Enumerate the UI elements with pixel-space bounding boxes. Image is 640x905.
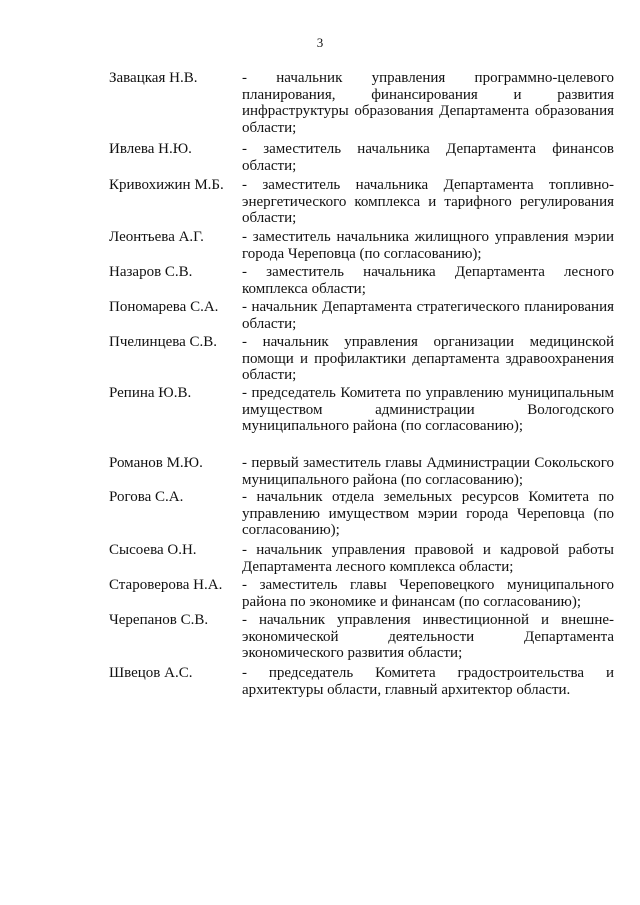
member-role: - заместитель начальника Департамента финансов области;	[242, 141, 614, 174]
member-name: Черепанов С.В.	[109, 612, 209, 628]
member-role: - заместитель главы Череповецкого муниципального района по экономике и финансам (по согласованию);	[242, 577, 614, 610]
member-name: Завацкая Н.В.	[109, 70, 198, 86]
member-role: - председатель Комитета градостроительства и архитектуры области, главный архитектор области.	[242, 665, 614, 698]
member-role: - первый заместитель главы Администрации Сокольского муниципального района (по согласованию);	[242, 455, 614, 488]
member-role: - начальник управления инвестиционной и внешне-экономической деятельности Департамента экономического развития области;	[242, 612, 614, 661]
member-role: - начальник управления правовой и кадровой работы Департамента лесного комплекса области;	[242, 542, 614, 575]
member-name: Сысоева О.Н.	[109, 542, 197, 558]
member-name: Назаров С.В.	[109, 264, 193, 280]
member-role: - заместитель начальника Департамента лесного комплекса области;	[242, 264, 614, 297]
member-name: Рогова С.А.	[109, 489, 184, 505]
page-number: 3	[316, 35, 324, 50]
member-role: - начальник отдела земельных ресурсов Комитета по управлению имуществом мэрии города Череповца (по согласованию);	[242, 489, 614, 538]
member-name: Леонтьева А.Г.	[109, 229, 204, 245]
member-name: Репина Ю.В.	[109, 385, 192, 401]
member-name: Ивлева Н.Ю.	[109, 141, 192, 157]
member-role: - заместитель начальника жилищного управления мэрии города Череповца (по согласованию);	[242, 229, 614, 262]
member-name: Пчелинцева С.В.	[109, 334, 218, 350]
member-name: Староверова Н.А.	[109, 577, 223, 593]
member-role: - начальник управления организации медицинской помощи и профилактики департамента здравоохранения области;	[242, 334, 614, 383]
member-role: - председатель Комитета по управлению муниципальным имуществом администрации Вологодского муниципального района (по согласованию);	[242, 385, 614, 434]
member-role: - начальник управления программно-целевого планирования, финансирования и развития инфраструктуры образования Департамента образования области;	[242, 70, 614, 136]
member-role: - начальник Департамента стратегического планирования области;	[242, 299, 614, 332]
member-name: Швецов А.С.	[109, 665, 193, 681]
member-name: Кривохижин М.Б.	[109, 177, 224, 193]
member-name: Пономарева С.А.	[109, 299, 219, 315]
member-role: - заместитель начальника Департамента топливно-энергетического комплекса и тарифного регулирования области;	[242, 177, 614, 226]
member-name: Романов М.Ю.	[109, 455, 203, 471]
